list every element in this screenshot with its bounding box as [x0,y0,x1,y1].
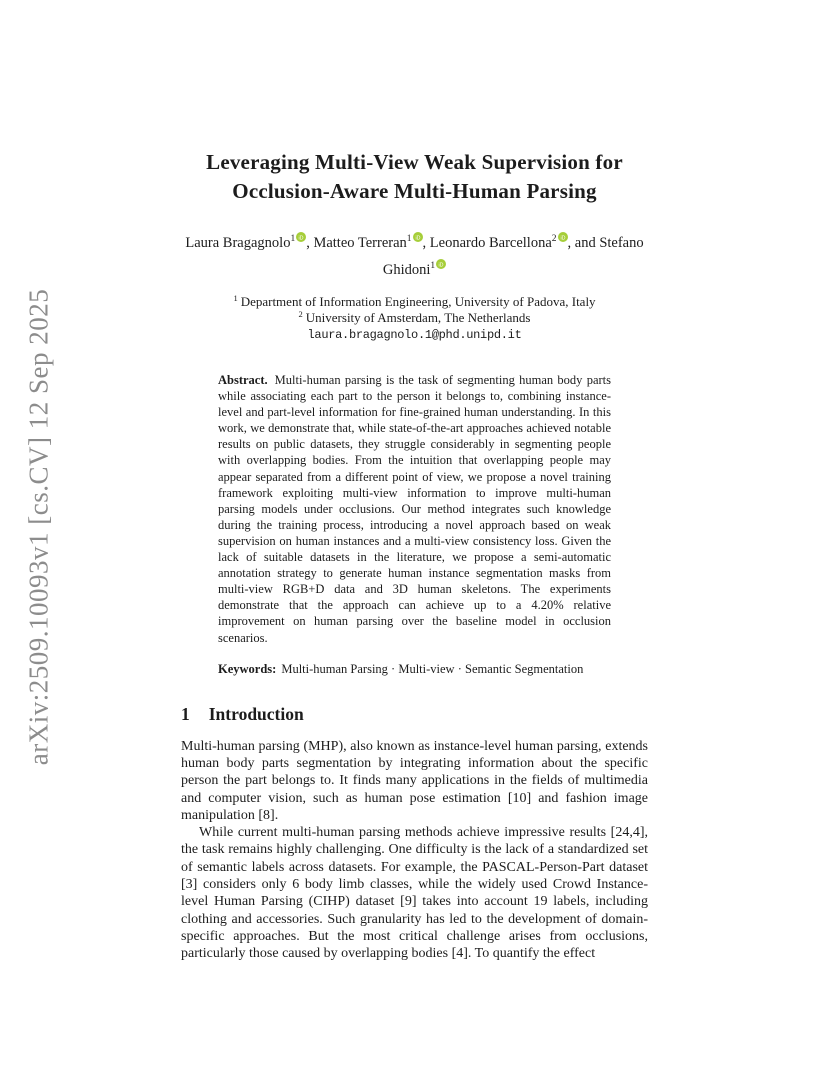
authors-line [181,227,648,281]
author-affil-sup: 1 [290,234,296,245]
author [313,235,429,251]
orcid-icon[interactable] [558,227,568,242]
abstract-label: Abstract. [218,373,268,387]
section-title: Introduction [208,703,304,724]
abstract [218,372,611,646]
abstract-text: Multi-human parsing is the task of segmenting human body parts while associating each part to the person it belongs to, combining instance-level and part-level information for fine-grained human understanding. In this work, we demonstrate that, while state-of-the-art approaches achieved notable results on public datasets, they struggle considerably in segmenting people with overlapping bodies. From the intuition that overlapping people may appear separated from a different point of view, we propose a novel training framework exploiting multi-view information to improve multi-human parsing models under occlusions. Our method integrates such knowledge during the training process, introducing a novel approach based on weak supervision on human instances and a multi-view consistency loss. Given the lack of suitable datasets in the literature, we propose a semi-automatic annotation strategy to generate human instance segmentation masks from multi-view RGB+D data and 3D human skeletons. The experiments demonstrate that the approach can achieve up to a 4.20% relative improvement on human parsing over the baseline model in occlusion scenarios. [218,373,611,645]
author [430,235,600,251]
keywords-text: Multi-human Parsing · Multi-view · Semantic Segmentation [281,661,584,676]
affil-text: Department of Information Engineering, University of Padova, Italy [240,294,596,309]
affil-text: University of Amsterdam, The Netherlands [305,310,531,325]
svg-text:iD: iD [560,235,566,242]
affil-sup: 1 [233,292,238,303]
intro-paragraph-2: While current multi-human parsing methods achieve impressive results [24,4], the task remains highly challenging. One difficulty is the lack of a standardized set of semantic labels across datasets. For example, the PASCAL-Person-Part dataset [3] considers only 6 body limb classes, while the widely used Crowd Instance-level Human Parsing (CIHP) dataset [9] takes into account 19 labels, including clothing and accessories. Such granularity has led to the development of domain-specific approaches. But the most critical challenge arises from occlusions, particularly those caused by overlapping bodies [4]. To quantify the effect [181,825,648,962]
author-separator: , [306,235,314,251]
affiliation-line [181,310,648,326]
orcid-icon[interactable] [436,254,446,269]
author [185,235,313,251]
affiliations [181,294,648,326]
section-heading-introduction [181,704,648,725]
author-affil-sup: 1 [406,234,412,245]
author-name: Leonardo Barcellona [429,235,552,251]
author-separator: , and [567,235,600,251]
svg-text:iD: iD [298,235,304,242]
author-affil-sup: 1 [430,261,436,272]
author-affil-sup: 2 [551,234,557,245]
svg-text:iD: iD [415,235,421,242]
arxiv-watermark: arXiv:2509.10093v1 [cs.CV] 12 Sep 2025 [23,288,54,766]
paper-title: Leveraging Multi-View Weak Supervision for Occlusion-Aware Multi-Human Parsing [206,150,623,203]
keywords [218,661,611,677]
section-number: 1 [181,703,190,724]
affiliation-line [181,294,648,310]
svg-text:iD: iD [438,262,444,269]
orcid-icon[interactable] [296,227,306,242]
author-name: Laura Bragagnolo [185,235,291,251]
content-column [181,0,648,963]
affil-sup: 2 [298,308,303,319]
orcid-icon[interactable] [413,227,423,242]
keywords-label: Keywords: [218,661,277,676]
contact-email: laura.bragagnolo.1@phd.unipd.it [307,328,522,342]
author-name: Matteo Terreran [313,235,407,251]
intro-paragraph-1: Multi-human parsing (MHP), also known as instance-level human parsing, extends human body parts segmentation by integrating information about the specific person the part belongs to. It finds many applications in the fields of multimedia and computer vision, such as human pose estimation [10] and fashion image manipulation [8]. [181,738,648,823]
author-name: Stefano Ghidoni [382,235,644,278]
author-separator: , [422,235,430,251]
